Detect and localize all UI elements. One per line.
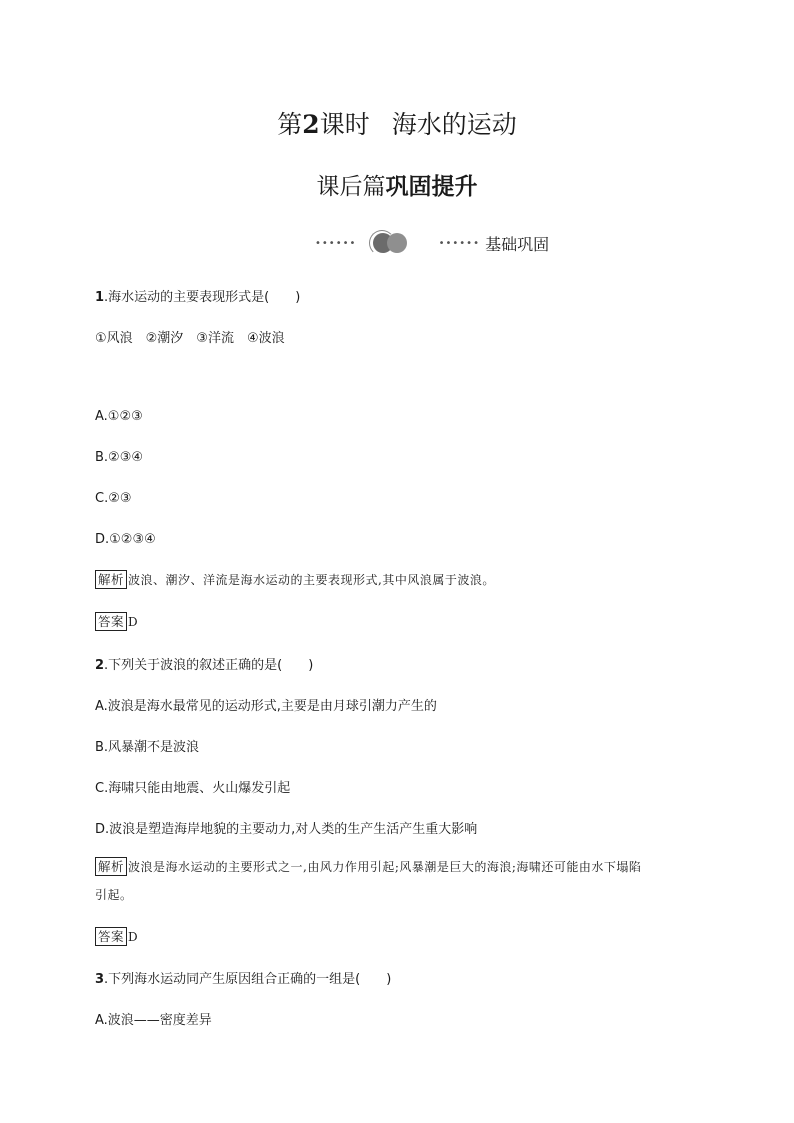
question-2-option-b: B.风暴潮不是波浪 <box>95 740 200 755</box>
question-1-option-a: A.①②③ <box>95 409 143 424</box>
section-header <box>315 230 549 256</box>
analysis-tag: 解析 <box>95 857 127 876</box>
dotted-leader-left: •••••• <box>315 237 357 249</box>
answer-tag: 答案 <box>95 927 127 946</box>
title-prefix: 第 <box>277 110 303 139</box>
question-2-analysis <box>95 857 641 876</box>
answer-text: D <box>128 615 139 629</box>
page-title <box>0 105 794 141</box>
answer-text: D <box>128 930 139 944</box>
subtitle-emphasis: 巩固提升 <box>385 174 478 200</box>
question-1-option-b: B.②③④ <box>95 450 144 465</box>
question-number: 2 <box>95 658 105 673</box>
title-topic: 海水的运动 <box>391 110 517 139</box>
question-2-option-d: D.波浪是塑造海岸地貌的主要动力,对人类的生产生活产生重大影响 <box>95 822 478 837</box>
section-badge-icon <box>369 230 413 256</box>
question-3-stem <box>95 968 391 987</box>
question-2-stem <box>95 654 313 673</box>
question-text: .海水运动的主要表现形式是( ) <box>104 290 301 305</box>
section-label: 基础巩固 <box>485 234 550 254</box>
question-2-option-a: A.波浪是海水最常见的运动形式,主要是由月球引潮力产生的 <box>95 699 437 714</box>
page-subtitle <box>0 168 794 201</box>
question-2-answer <box>95 927 138 946</box>
question-1-answer <box>95 612 138 631</box>
title-number: 2 <box>302 110 320 139</box>
question-2-analysis-cont: 引起。 <box>95 888 133 902</box>
answer-tag: 答案 <box>95 612 127 631</box>
subtitle-prefix: 课后篇 <box>316 174 386 200</box>
question-text: .下列海水运动同产生原因组合正确的一组是( ) <box>104 972 392 987</box>
analysis-text: 波浪、潮汐、洋流是海水运动的主要表现形式,其中风浪属于波浪。 <box>128 573 495 587</box>
title-lesson: 课时 <box>319 110 370 139</box>
question-3-option-a: A.波浪——密度差异 <box>95 1013 212 1028</box>
question-2-option-c: C.海啸只能由地震、火山爆发引起 <box>95 781 291 796</box>
question-number: 1 <box>95 290 105 305</box>
question-text: .下列关于波浪的叙述正确的是( ) <box>104 658 314 673</box>
analysis-text: 波浪是海水运动的主要形式之一,由风力作用引起;风暴潮是巨大的海浪;海啸还可能由水下塌陷 <box>128 860 642 874</box>
question-number: 3 <box>95 972 105 987</box>
question-1-option-c: C.②③ <box>95 491 132 506</box>
question-1-stem <box>95 286 300 305</box>
question-1-items: ①风浪 ②潮汐 ③洋流 ④波浪 <box>95 331 285 346</box>
analysis-tag: 解析 <box>95 570 127 589</box>
question-1-option-d: D.①②③④ <box>95 532 156 547</box>
dotted-leader-right: •••••• <box>438 237 480 249</box>
question-1-analysis <box>95 570 495 589</box>
